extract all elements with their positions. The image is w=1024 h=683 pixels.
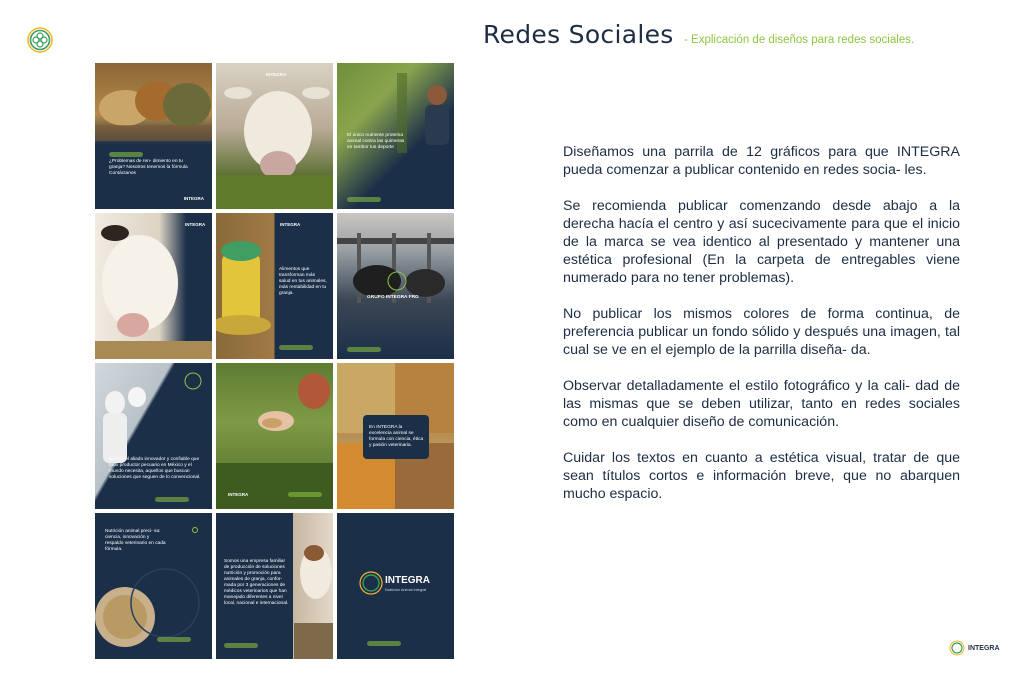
- feed-photo: [95, 63, 212, 141]
- tile-brand: INTEGRA: [183, 196, 204, 201]
- paragraph-5: Cuidar los textos en cuanto a estética visual, tratar de que sean títulos cortos e información breve, que no abarquen mucho espacio.: [563, 450, 960, 502]
- page-heading: [483, 20, 914, 49]
- grid-tile-12: [337, 513, 454, 659]
- grid-tile-2: [216, 63, 333, 209]
- calf-photo: [294, 513, 333, 659]
- integra-logo-icon: [949, 640, 965, 656]
- feeder-photo: [216, 213, 274, 359]
- tile-brand: INTEGRA: [185, 222, 206, 227]
- paragraph-3: No publicar los mismos colores de forma continua, de preferencia publicar un fondo sólido y después una imagen, tal cual se ve en el ejemplo de la parrilla diseña- da.: [563, 306, 960, 358]
- tile-brand: INTEGRA: [266, 72, 287, 77]
- tile-badge: [155, 497, 189, 502]
- tile-badge: [367, 641, 401, 646]
- tile-text: GRUPO INTEGRA FRG: [367, 295, 419, 300]
- tile-brand: INTEGRA: [280, 222, 301, 227]
- page-subtitle: - Explicación de diseños para redes sociales.: [684, 34, 915, 46]
- tile-tagline: Nutrición Animal Integral: [385, 588, 427, 592]
- integra-logo-icon: [27, 27, 53, 53]
- footer-wordmark: INTEGRA: [968, 644, 1000, 652]
- grid-tile-8: [216, 363, 333, 509]
- tile-wordmark: INTEGRA: [385, 575, 430, 586]
- tile-text: Nutrición animal preci- sa: ciencia, innovación y respaldo veterinario en cada fórmula.: [105, 529, 166, 552]
- grid-tile-11: [216, 513, 333, 659]
- chicken-photo: [216, 363, 333, 509]
- grid-tile-5: [216, 213, 333, 359]
- grid-tile-1: [95, 63, 212, 209]
- page-title: Redes Sociales: [483, 20, 674, 49]
- cow-photo: [216, 63, 333, 209]
- tile-text: El único nutriente proteína animal contra las quimeras en tambor tus deporte: [347, 133, 405, 150]
- grid-tile-4: [95, 213, 212, 359]
- tile-badge: [347, 347, 381, 352]
- tile-badge: [224, 643, 258, 648]
- tile-logo-mark: [192, 527, 198, 533]
- tile-badge: [279, 345, 313, 350]
- tile-text: Somos una empresa familiar de producción de soluciones nutrición y promoción para animales de granja, confor- mada por 3 generaciones de médicos veterinarios que han manejado diferentes a nivel local, nacional e internacional.: [224, 559, 289, 606]
- cow-closeup-photo: [95, 213, 212, 359]
- grid-tile-6: [337, 213, 454, 359]
- tile-badge: [347, 197, 381, 202]
- tile-badge: [157, 637, 191, 642]
- tile-text: ¿Problemas de ren- dimiento en tu granja? Nosotros tenemos la fórmula Contáctanos: [109, 159, 188, 176]
- footer-logo: [949, 640, 1000, 656]
- grid-tile-9: [337, 363, 454, 509]
- lab-photo: [95, 363, 212, 509]
- tile-text: Somos el aliado innovador y confiable que todo productor pecuario en México y el mundo necesita, aquellos que buscan soluciones que seguen de lo convencional.: [109, 457, 201, 480]
- tile-text: Alimentos que transforman más salud en tus animales, más rentabilidad en tu granja.: [279, 267, 327, 296]
- body-copy: [563, 143, 960, 521]
- integra-logo-icon: [359, 571, 383, 595]
- grid-tile-3: [337, 63, 454, 209]
- paragraph-1: Diseñamos una parrila de 12 gráficos para que INTEGRA pueda comenzar a publicar contenido en redes socia- les.: [563, 144, 960, 178]
- barn-photo: [337, 213, 454, 359]
- paragraph-4: Observar detalladamente el estilo fotográfico y la cali- dad de las mismas que se deben utilizar, tanto en redes sociales como en cualquier diseño de comunicación.: [563, 378, 960, 430]
- grid-tile-10: [95, 513, 212, 659]
- paragraph-2: Se recomienda publicar comenzando desde abajo a la derecha hacía el centro y así sucecivamente para que el inicio de la marca se vea identico al presentado y mantener una estética profesional (En la carpeta de entregables viene numerado para no tener problemas).: [563, 198, 960, 286]
- tile-badge: [288, 492, 322, 497]
- tile-brand: INTEGRA: [228, 492, 249, 497]
- grid-tile-7: [95, 363, 212, 509]
- tile-text: En INTEGRA la excelencia animal se formula con ciencia, ética y pasión veterinaria.: [369, 425, 424, 448]
- social-grid: [95, 63, 454, 659]
- tile-badge: [109, 152, 143, 157]
